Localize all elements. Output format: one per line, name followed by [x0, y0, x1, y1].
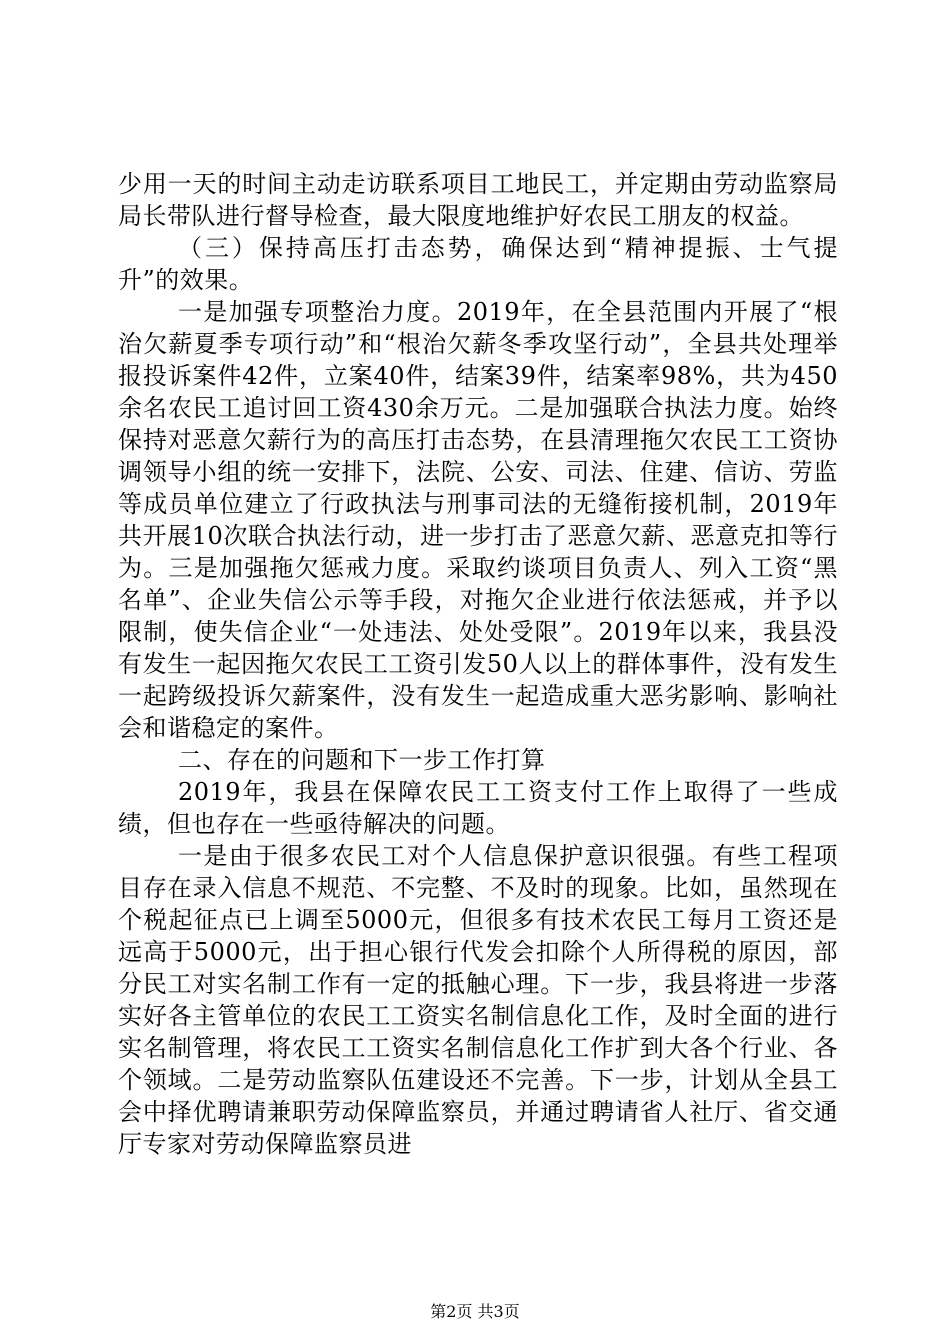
section-heading: 二、存在的问题和下一步工作打算 [178, 746, 546, 774]
paragraph-3: 一是加强专项整治力度。2019年，在全县范围内开展了“根治欠薪夏季专项行动”和“根治欠薪冬季攻坚行动”，全县共处理举报投诉案件42件，立案40件，结案39件，结案率98%，共为450余名农民工追讨回工资430余万元。二是加强联合执法力度。始终保持对恶意欠薪行为的高压打击态势，在县清理拖欠农民工工资协调领导小组的统一安排下，法院、公安、司法、住建、信访、劳监等成员单位建立了行政执法与刑事司法的无缝衔接机制，2019年共开展10次联合执法行动，进一步打击了恶意欠薪、恶意克扣等行为。三是加强拖欠惩戒力度。采取约谈项目负责人、列入工资“黑名单”、企业失信公示等手段，对拖欠企业进行依法惩戒，并予以限制，使失信企业“一处违法、处处受限”。2019年以来，我县没有发生一起因拖欠农民工工资引发50人以上的群体事件，没有发生一起跨级投诉欠薪案件，没有发生一起造成重大恶劣影响、影响社会和谐稳定的案件。 [118, 298, 838, 742]
document-body [118, 168, 838, 1160]
paragraph-5: 2019年，我县在保障农民工工资支付工作上取得了一些成绩，但也存在一些亟待解决的问题。 [118, 778, 838, 838]
paragraph-6: 一是由于很多农民工对个人信息保护意识很强。有些工程项目存在录入信息不规范、不完整、不及时的现象。比如，虽然现在个税起征点已上调至5000元，但很多有技术农民工每月工资还是远高于5000元，出于担心银行代发会扣除个人所得税的原因，部分民工对实名制工作有一定的抵触心理。下一步，我县将进一步落实好各主管单位的农民工工资实名制信息化工作，及时全面的进行实名制管理，将农民工工资实名制信息化工作扩到大各个行业、各个领域。二是劳动监察队伍建设还不完善。下一步，计划从全县工会中择优聘请兼职劳动保障监察员，并通过聘请省人社厅、省交通厅专家对劳动保障监察员进 [118, 842, 838, 1158]
paragraph-1: 少用一天的时间主动走访联系项目工地民工，并定期由劳动监察局局长带队进行督导检查，最大限度地维护好农民工朋友的权益。 [118, 170, 838, 230]
paragraph-2-heading: （三）保持高压打击态势，确保达到“精神提振、士气提升”的效果。 [118, 234, 838, 294]
page-footer: 第2页 共3页 [430, 1302, 520, 1321]
